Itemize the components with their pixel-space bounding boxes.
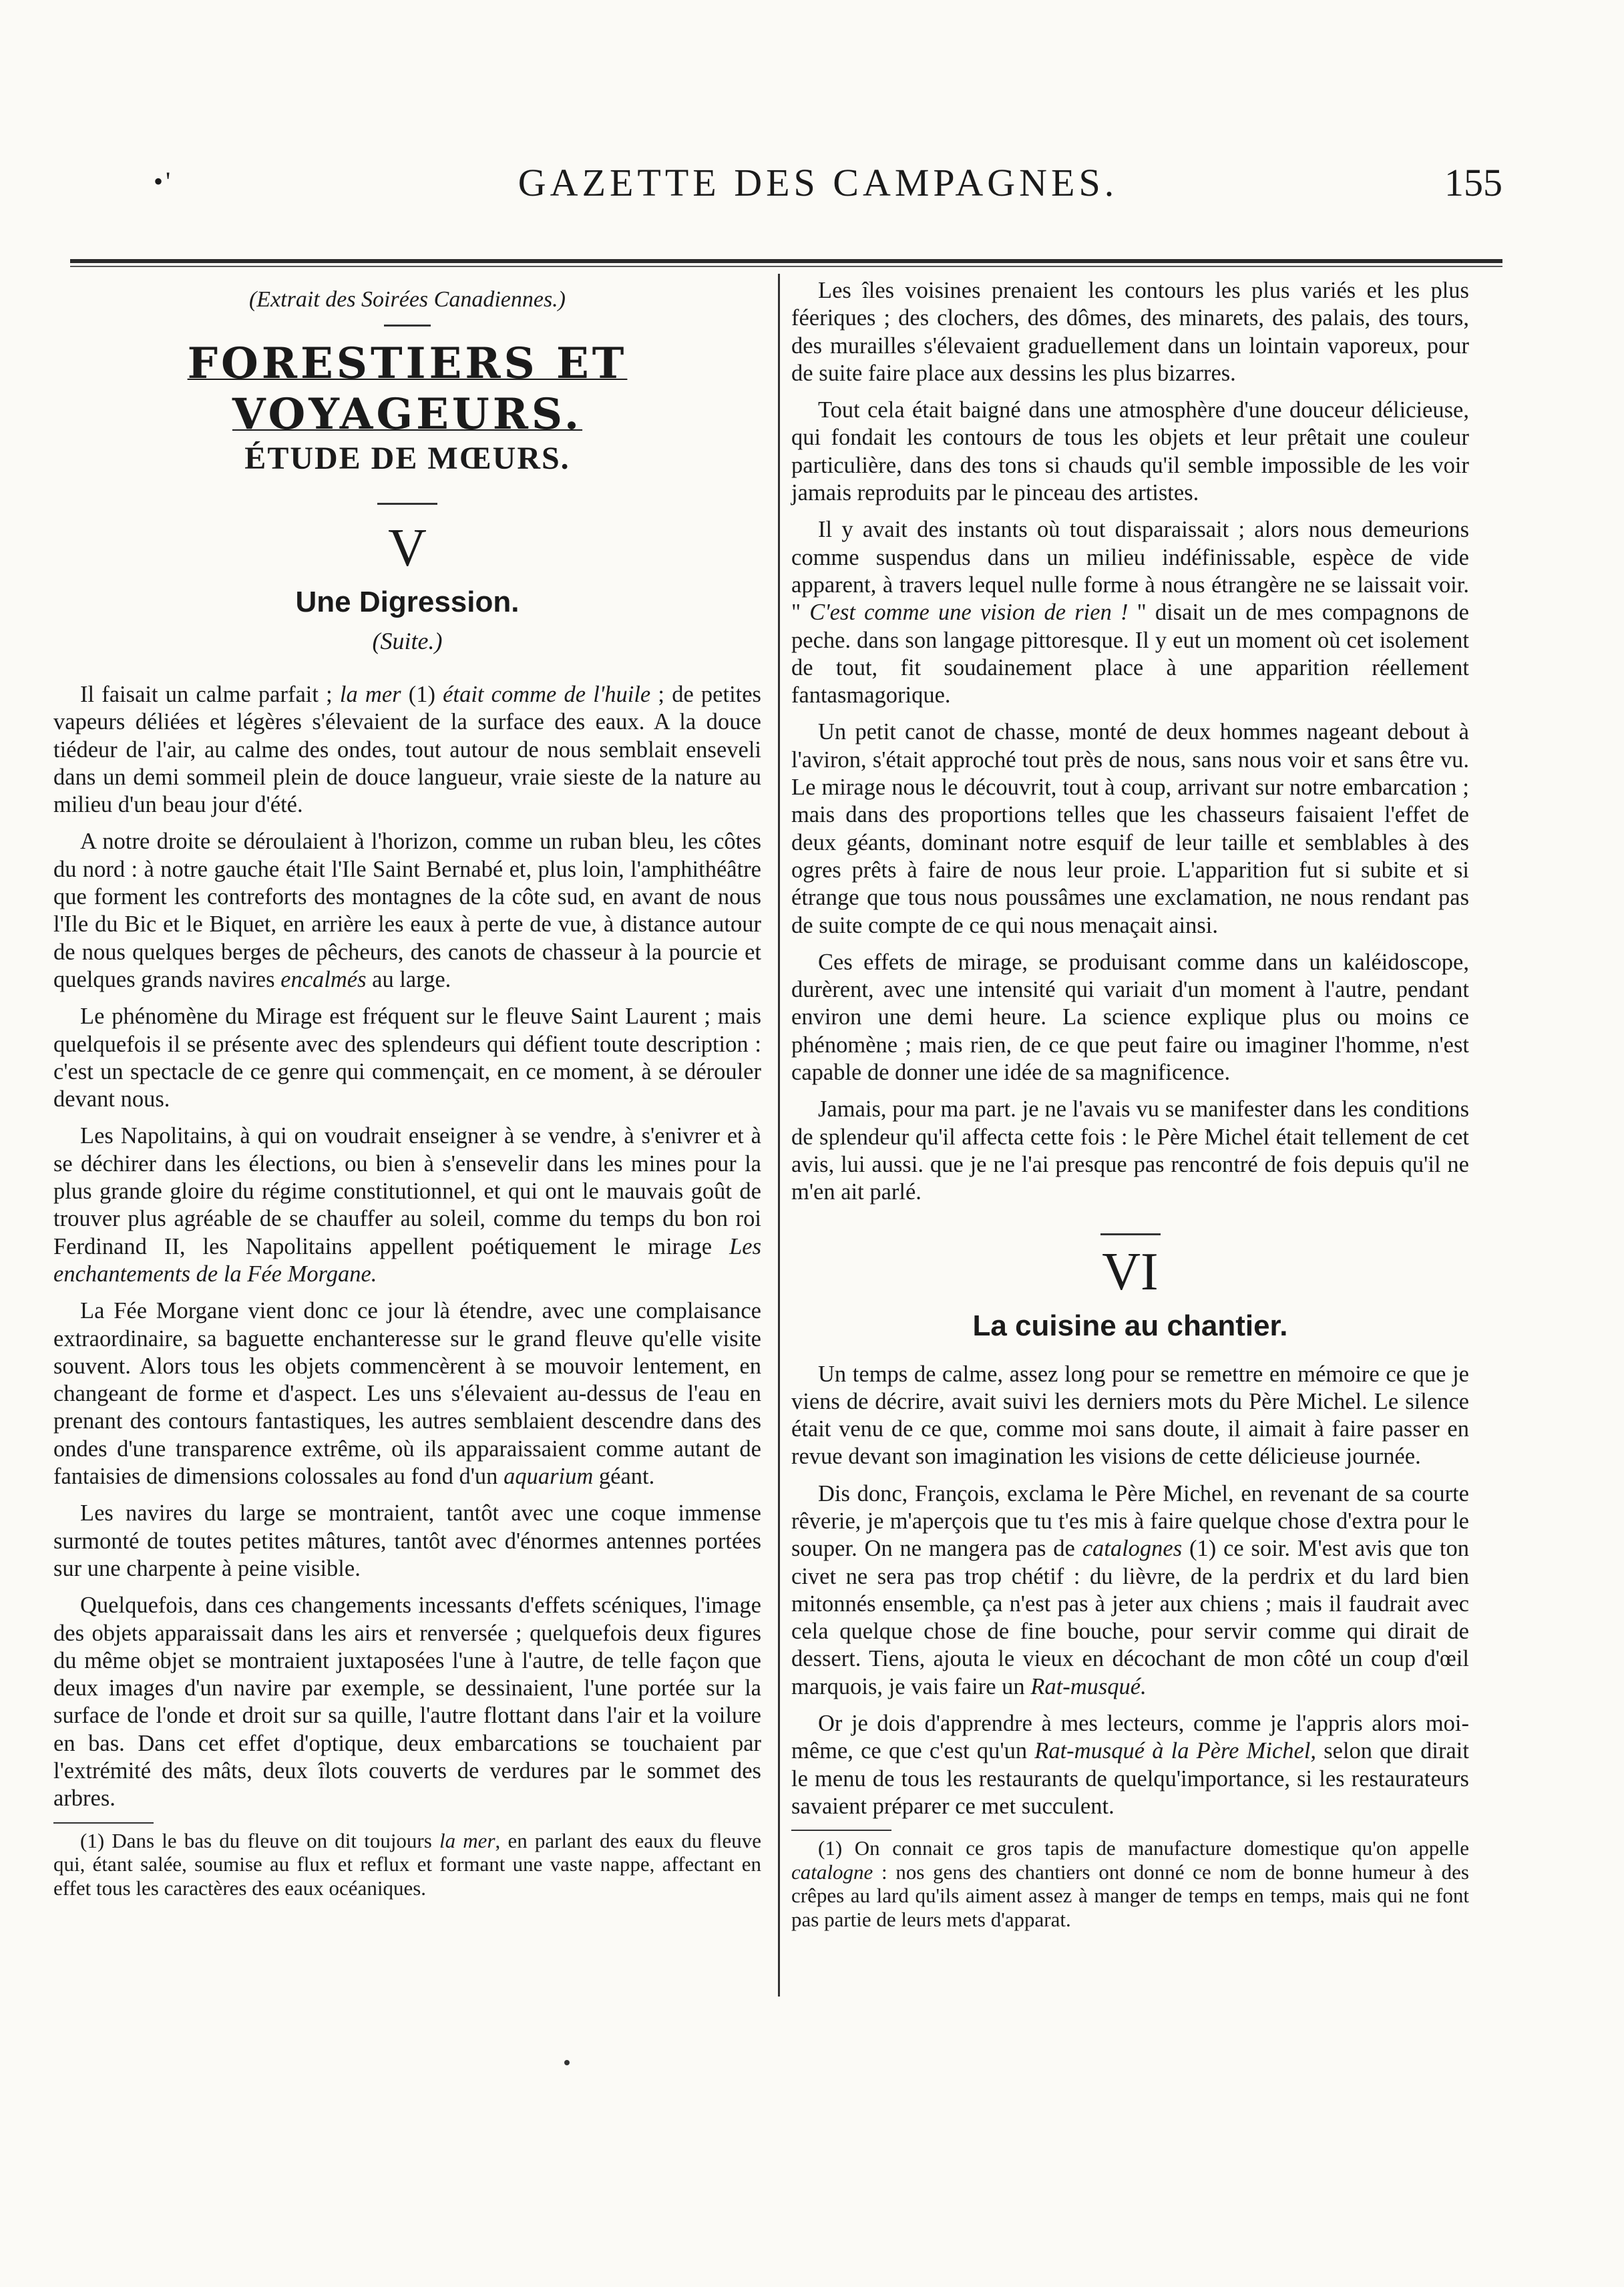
paragraph: Tout cela était baigné dans une atmosphère d'une douceur délicieuse, qui fondait les contours de tous les objets et leur prêtait une couleur particulière, dans des tons si chauds qu'il semble impossible de les voir jamais reproduits par le pinceau des artistes. [791,397,1469,506]
footnote: (1) Dans le bas du fleuve on dit toujours la mer, en parlant des eaux du fleuve qui, étant salée, soumise au flux et reflux et formant une vaste nappe, affectant en effet tous les caractères des eaux océaniques. [53,1828,761,1900]
paragraph: Un petit canot de chasse, monté de deux hommes nageant debout à l'aviron, s'était approché tout près de nous, sans nous voir et sans être vu. Le mirage nous le découvrit, tout à coup, arrivant sur notre embarcation ; mais dans des proportions telles que les chasseurs faisaient l'effet de deux géants, dominant notre esquif de leur taille et semblables à des ogres prêts à faire de nous leur proie. L'apparition fut si subite et si étrange que tous nous poussâmes une exclamation, ne nous rendant pas de suite compte de ce qui nous menaçait ainsi. [791,719,1469,938]
paragraph: A notre droite se déroulaient à l'horizon, comme un ruban bleu, les côtes du nord : à notre gauche était l'Ile Saint Bernabé et, plus loin, l'amphithéâtre que forment les contreforts des montagnes de la côte sud, en avant de nous l'Ile du Bic et le Biquet, en arrière les eaux à perte de vue, à distance autour de nous quelques berges de pêcheurs, des canots de chasseur à la pourcie et quelques grands navires encalmés au large. [53,829,761,992]
running-header [134,160,1502,207]
section-title: La cuisine au chantier. [972,1309,1288,1342]
newspaper-title: GAZETTE DES CAMPAGNES. [518,161,1119,204]
section-title: Une Digression. [295,586,520,618]
extract-note: (Extrait des Soirées Canadiennes.) [248,287,566,312]
paragraph: Il y avait des instants où tout disparaissait ; alors nous demeurions comme suspendus dans un milieu indéfinissable, espèce de vide apparent, à travers lequel nulle forme à nous étrangère ne se laissait voir. " C'est comme une vision de rien ! " disait un de mes compagnons de peche. dans son langage pittoresque. Il y eut un moment où cet isolement de tout, fit soudainement place à une apparition réellement fantasmagorique. [791,517,1469,708]
paragraph: Quelquefois, dans ces changements incessants d'effets scéniques, l'image des objets apparaissait dans les airs et renversée ; quelquefois deux figures du même objet se montraient juxtaposées l'une à l'autre, de telle façon que deux images d'un navire par exemple, se dessinaient, l'une portée sur la surface de l'onde et droit sur sa quille, l'autre flottant dans l'air et la voilure en bas. Dans cet effet d'optique, deux embarcations se touchaient par l'extrémité des mâts, deux îlots couverts de verdures par le sommet des arbres. [53,1593,761,1812]
divider [377,503,437,505]
paragraph: Or je dois d'apprendre à mes lecteurs, comme je l'appris alors moi-même, ce que c'est qu'un Rat-musqué à la Père Michel, selon que dirait le menu de tous les restaurants de quelqu'importance, si les restaurateurs savaient préparer ce met succulent. [791,1711,1469,1819]
footnote: (1) On connait ce gros tapis de manufacture domestique qu'on appelle catalogne : nos gens des chantiers ont donné ce nom de bonne humeur à des crêpes au lard qu'ils aiment assez à manger de temps en temps, mais qui ne font pas partie de leurs mets d'apparat. [791,1836,1469,1931]
divider [384,325,431,327]
page-number: 155 [1444,161,1502,204]
header-rule [70,259,1502,263]
paragraph: Jamais, pour ma part. je ne l'avais vu se manifester dans les conditions de splendeur qu'il affecta cette fois : le Père Michel était tellement de cet avis, lui aussi. que je ne l'ai presque pas rencontré de fois depuis qu'il ne m'en ait parlé. [791,1096,1469,1205]
section-number: VI [1102,1242,1159,1301]
article-subtitle: ÉTUDE DE MŒURS. [244,441,570,476]
article-title: FORESTIERS ET VOYAGEURS. [187,339,628,439]
right-column [791,277,1469,1940]
footnote-rule [791,1830,891,1831]
divider [1100,1233,1161,1235]
suite-note: (Suite.) [372,628,443,654]
paragraph: Un temps de calme, assez long pour se remettre en mémoire ce que je viens de décrire, avait suivi les derniers mots du Père Michel. Le silence était venu de ce que, comme moi sans doute, il aimait à faire passer en revue devant son imagination les visions de cette délicieuse journée. [791,1361,1469,1470]
paragraph: Les navires du large se montraient, tantôt avec une coque immense surmonté de toutes petites mâtures, tantôt avec d'énormes antennes portées sur une charpente à peine visible. [53,1500,761,1581]
header-mark: •' [154,166,174,196]
paragraph: Il faisait un calme parfait ; la mer (1) était comme de l'huile ; de petites vapeurs déliées et légères s'élevaient de la surface des eaux. A la douce tiédeur de l'air, au calme des ondes, tout autour de nous semblait enseveli dans un demi sommeil plein de douce langueur, vraie sieste de la nature au milieu d'un beau jour d'été. [53,682,761,818]
paragraph: Le phénomène du Mirage est fréquent sur le fleuve Saint Laurent ; mais quelquefois il se présente avec des splendeurs qui défient toute description : c'est un spectacle de ce genre qui commençait, en ce moment, à se dérouler devant nous. [53,1004,761,1112]
footnote-rule [53,1822,154,1824]
paragraph: La Fée Morgane vient donc ce jour là étendre, avec une complaisance extraordinaire, sa baguette enchanteresse sur le grand fleuve qu'elle visite souvent. Alors tous les objets commencèrent à se mouvoir lentement, en changeant de forme et d'aspect. Les uns s'élevaient au-dessus de l'eau en prenant des contours fantastiques, les autres semblaient descendre dans des ondes d'une transparence extrême, où ils apparaissaient comme autant de fantaisies de dimensions colossales au fond d'un aquarium géant. [53,1298,761,1490]
paragraph: Dis donc, François, exclama le Père Michel, en revenant de sa courte rêverie, je m'aperçois que tu t'es mis à faire quelque chose d'extra pour le souper. On ne mangera pas de catalognes (1) ce soir. M'est avis que ton civet ne sera pas trop chétif : du lièvre, de la perdrix et du lard bien mitonnés ensemble, ça n'est pas à jeter aux chiens ; mais il faudrait avec cela quelque chose de fine bouche, pour servir comme qui dirait de dessert. Tiens, ajouta le vieux en décochant de mon côté un coup d'œil marquois, je vais faire un Rat-musqué. [791,1480,1469,1699]
paragraph: Les îles voisines prenaient les contours les plus variés et les plus féeriques ; des clochers, des dômes, des minarets, des palais, des tours, des murailles s'élevaient graduellement dans un lointain vaporeux, pour de suite faire place aux dessins les plus bizarres. [791,278,1469,386]
bottom-dot [564,2060,570,2065]
paragraph: Ces effets de mirage, se produisant comme dans un kaléidoscope, durèrent, avec une intensité qui variait d'un moment à l'autre, pendant environ une demi heure. La science explique plus ou moins ce phénomène ; mais rien, de ce que peut faire ou imaginer l'homme, n'est capable de donner une idée de sa magnificence. [791,949,1469,1086]
paragraph: Les Napolitains, à qui on voudrait enseigner à se vendre, à s'enivrer et à se déchirer dans les élections, ou bien à s'ensevelir dans les mines pour la plus grande gloire du régime constitutionnel, et qui ont le mauvais goût de trouver plus agréable de se chauffer au soleil, comme du temps du bon roi Ferdinand II, les Napolitains appellent poétiquement le mirage Les enchantements de la Fée Morgane. [53,1123,761,1287]
left-column [53,280,761,1909]
column-divider [778,274,780,1997]
section-number: V [388,519,427,578]
header-rule-thin [70,266,1502,267]
